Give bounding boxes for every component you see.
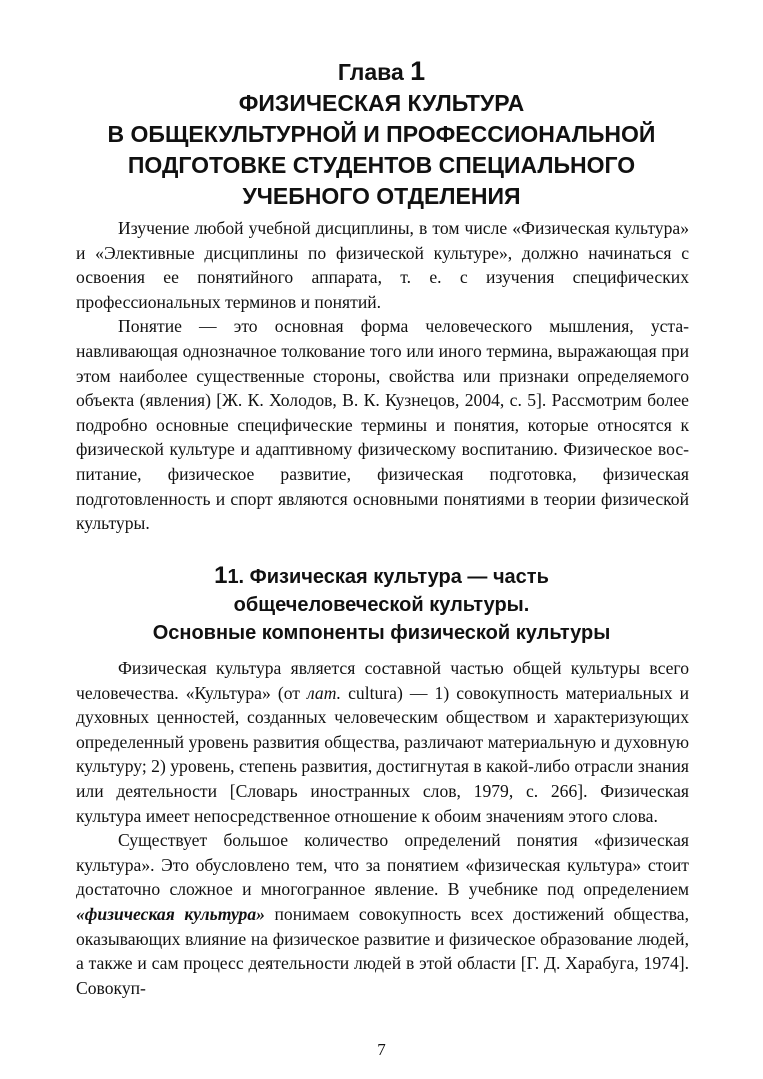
chapter-label: Глава <box>337 59 404 85</box>
section-paragraph-2-rest: понимаем совокупность всех достижений общества, оказывающих влияние на физическое развитие и физическое образование людей, а также и сам процесс деятельности людей в этой области [Г. Д. Харабуга, 1974]. Совокуп- <box>76 903 689 998</box>
section-paragraph-1-start: Физическая культура является составной частью общей культуры всего человечества. «Культура» (от <box>76 658 689 703</box>
chapter-title-line-1: ФИЗИЧЕСКАЯ КУЛЬТУРА <box>238 90 525 116</box>
section-paragraph-2-start: Существует большое количество определений понятия «физическая культура». Это обусловлено тем, что за понятием «физическая культура» стоит достаточно сложное и многогранное явление. В учебнике под определением <box>76 830 689 900</box>
chapter-label-line <box>60 56 703 88</box>
defined-term: «физическая культура» <box>76 903 265 924</box>
chapter-number: 1 <box>410 56 426 86</box>
intro-paragraph-1: Изучение любой учебной дисциплины, в том числе «Физическая культура» и «Элективные дисциплины по физической культуре», должно начинаться с освоения ее понятийного аппарата, т. е. с изучения специфических профессиональных терминов и понятий. <box>76 218 689 312</box>
section-number: 1 <box>214 562 228 589</box>
chapter-title-line-2: В ОБЩЕКУЛЬТУРНОЙ И ПРОФЕССИОНАЛЬНОЙ <box>107 121 656 147</box>
section-paragraph-2 <box>76 828 689 1000</box>
section-paragraph-1-rest: cultura) — 1) совокупность материальных и духовных ценностей, созданных человеческим обществом и характеризующих определенный уровень развития общества, различают материальную и духовную культуру; 2) уровень, степень развития, достигнутая в какой-либо отрасли знания или деятельности [Словарь иностранных слов, 1979, с. 266]. Физическая культура имеет непосредственное отношение к обоим значениям этого слова. <box>76 682 689 826</box>
chapter-title-line-3: ПОДГОТОВКЕ СТУДЕНТОВ СПЕЦИАЛЬНОГО <box>127 152 636 178</box>
page-number: 7 <box>377 1040 386 1059</box>
intro-text <box>76 216 689 536</box>
section-text <box>76 656 689 1000</box>
intro-paragraph-2: Понятие — это основная форма человеческого мышления, устанавливающая однозначное толкование того или иного термина, выражающая при этом наиболее существенные стороны, свойства или признаки определяемого объекта (явления) [Ж. К. Холодов, В. К. Кузнецов, 2004, с. 5]. Рассмотрим более подробно основные специфические термины и понятия, которые относятся к физической культуре и адаптивному физическому воспитанию. Физическое воспитание, физическое развитие, физическая подготовка, физическая подготовленность и спорт являются основными понятиями в теории физической культуры. <box>76 316 689 534</box>
section-paragraph-1 <box>76 656 689 828</box>
section-title-line-1-text: 1. Физическая культура — часть <box>227 566 549 588</box>
section-title-line-1 <box>60 562 703 591</box>
chapter-heading <box>60 56 703 212</box>
latin-abbreviation: лат. <box>307 682 342 703</box>
chapter-title-line-4: УЧЕБНОГО ОТДЕЛЕНИЯ <box>242 183 521 209</box>
section-title-line-3: Основные компоненты физической культуры <box>152 622 611 644</box>
section-heading <box>60 562 703 647</box>
section-title-line-2: общечеловеческой культуры. <box>233 594 530 616</box>
